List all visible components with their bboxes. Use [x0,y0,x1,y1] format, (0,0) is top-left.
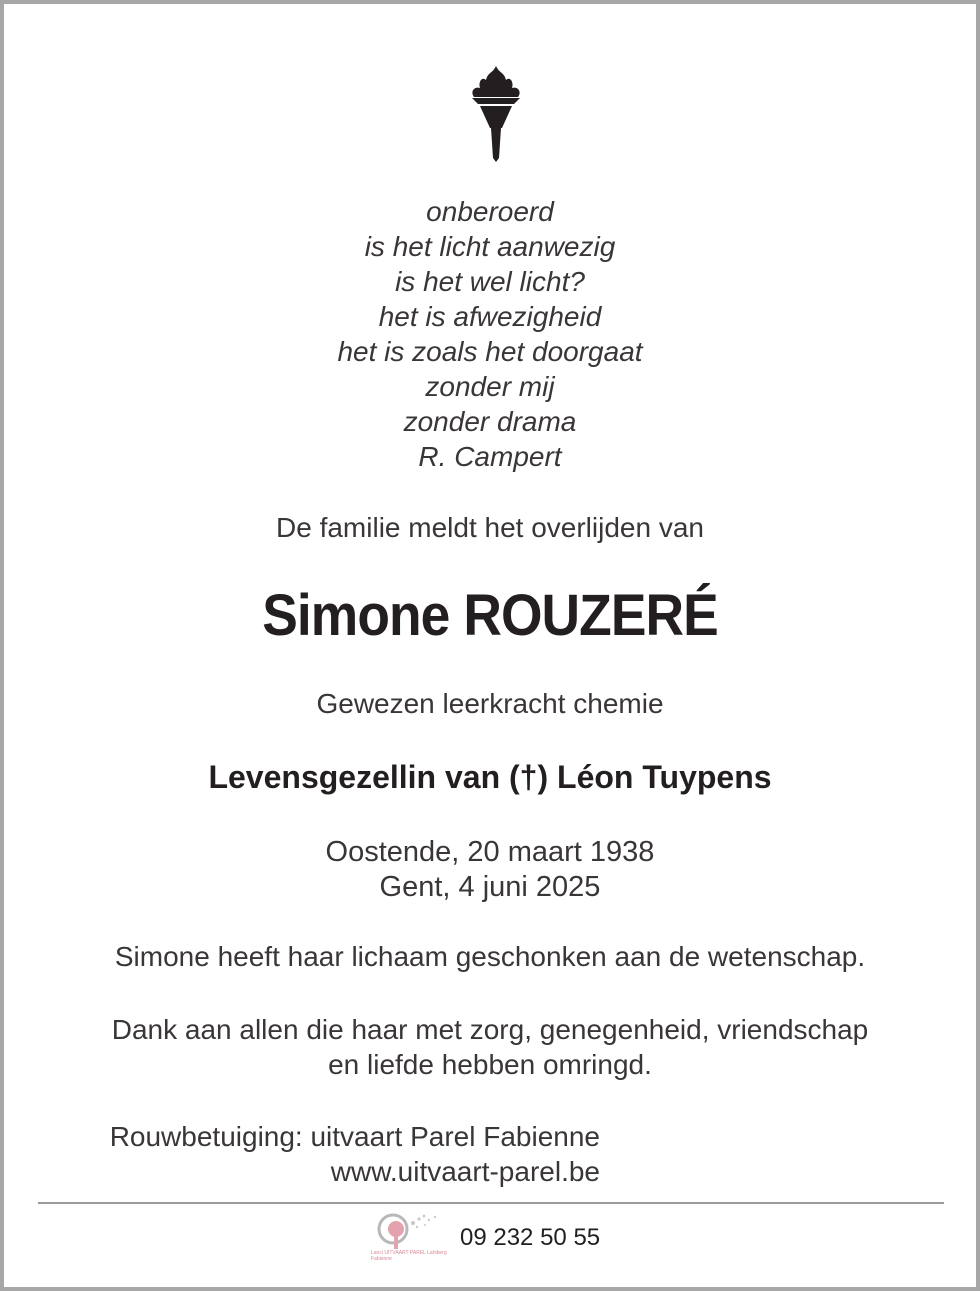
poem-line: zonder mij [425,371,555,402]
poem-author: R. Campert [418,441,562,472]
death-date: Gent, 4 juni 2025 [379,871,601,903]
poem-line: onberoerd [426,196,554,227]
deceased-name: Simone ROUZERÉ [262,583,718,648]
thanks-note [4,1012,976,1082]
condolences [60,1119,600,1189]
torch-icon [466,64,526,164]
life-dates [4,835,976,905]
birth-date: Oostende, 20 maart 1938 [325,836,655,868]
science-note: Simone heeft haar lichaam geschonken aan de wetenschap. [114,941,866,972]
occupation: Gewezen leerkracht chemie [316,688,664,719]
poem-line: is het licht aanwezig [364,231,616,262]
poem-line: zonder drama [403,406,577,437]
condolences-label: Rouwbetuiging: uitvaart Parel Fabienne [109,1121,600,1152]
phone-number: 09 232 50 55 [460,1224,601,1251]
thanks-line: Dank aan allen die haar met zorg, genegenheid, vriendschap [111,1014,869,1045]
divider [38,1202,944,1204]
logo-text: Lanci UITVAART PAREL Lahiberg Fabienne [371,1250,447,1262]
announcement: De familie meldt het overlijden van [276,512,704,543]
thanks-line: en liefde hebben omringd. [328,1049,652,1080]
poem-line: het is zoals het doorgaat [337,336,643,367]
poem-line: is het wel licht? [395,266,585,297]
partner: Levensgezellin van (†) Léon Tuypens [208,759,772,795]
condolences-website[interactable]: www.uitvaart-parel.be [330,1156,600,1187]
poem [4,194,976,474]
poem-line: het is afwezigheid [378,301,602,332]
